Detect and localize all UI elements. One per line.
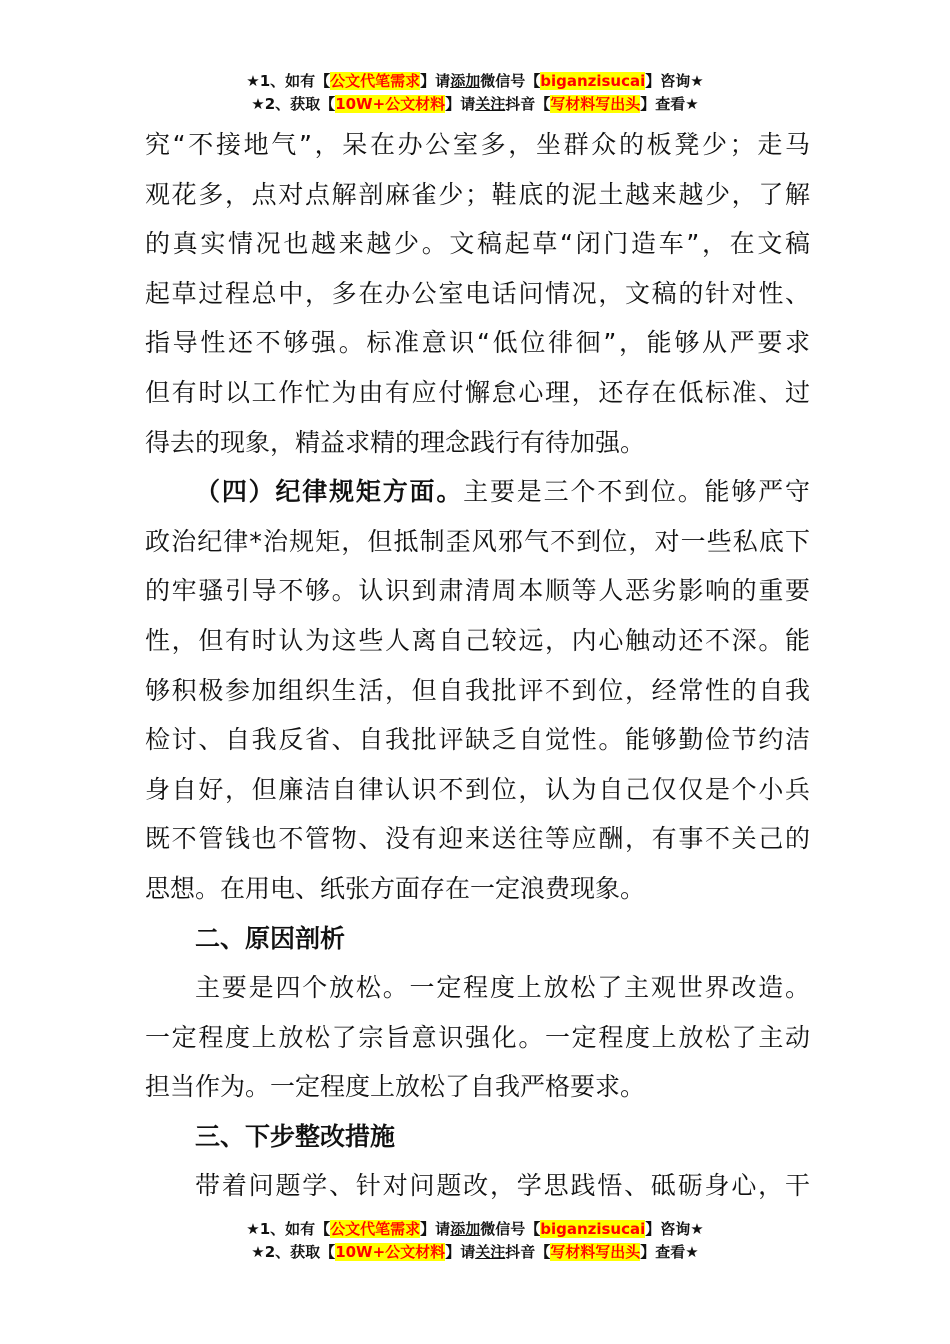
text-line: 检讨、自我反省、自我批评缺乏自觉性。能够勤俭节约洁 bbox=[145, 725, 810, 755]
text-line: 指导性还不够强。标准意识“低位徘徊”，能够从严要求 bbox=[145, 328, 810, 358]
banner-line-2 bbox=[0, 93, 950, 116]
highlight-wechat-id: biganzisucai bbox=[540, 1220, 646, 1238]
text-line: 既不管钱也不管物、没有迎来送往等应酬，有事不关己的 bbox=[145, 824, 810, 854]
text-line: 究“不接地气”，呆在办公室多，坐群众的板凳少；走马 bbox=[145, 130, 810, 159]
text-line: 主要是四个放松。一定程度上放松了主观世界改造。 bbox=[195, 973, 810, 1003]
highlight-wechat-id: biganzisucai bbox=[540, 72, 646, 90]
text-line: 一定程度上放松了宗旨意识强化。一定程度上放松了主动 bbox=[145, 1022, 810, 1052]
text-line: 的牢骚引导不够。认识到肃清周本顺等人恶劣影响的重要 bbox=[145, 576, 810, 606]
text-line: 政治纪律*治规矩，但抵制歪风邪气不到位，对一些私底下 bbox=[145, 526, 810, 556]
text-line: 观花多，点对点解剖麻雀少；鞋底的泥土越来越少，了解 bbox=[145, 179, 810, 209]
banner-text: 】请 bbox=[445, 95, 476, 113]
banner-line-1 bbox=[0, 70, 950, 93]
section-heading: 三、下步整改措施 bbox=[195, 1121, 396, 1151]
text-line: 够积极参加组织生活，但自我批评不到位，经常性的自我 bbox=[145, 675, 810, 705]
text-line: 身自好，但廉洁自律认识不到位，认为自己仅仅是个小兵 bbox=[145, 774, 810, 804]
banner-text: 微信号【 bbox=[480, 72, 541, 90]
banner-text: 】咨询★ bbox=[645, 1220, 704, 1238]
banner-text: ★2、获取【 bbox=[251, 95, 336, 113]
text-span: 主要是三个不到位。能够严守 bbox=[463, 477, 810, 507]
banner-text: 】请 bbox=[445, 1243, 476, 1261]
text-line: 起草过程总中，多在办公室电话问情况，文稿的针对性、 bbox=[145, 278, 810, 308]
banner-text: 抖音【 bbox=[505, 95, 551, 113]
banner-underlined: 添加 bbox=[450, 72, 481, 90]
banner-line-2 bbox=[0, 1241, 950, 1264]
banner-text: 】请 bbox=[420, 1220, 451, 1238]
highlight-douyin: 写材料写出头 bbox=[550, 95, 641, 113]
banner-underlined: 关注 bbox=[475, 1243, 506, 1261]
highlight-service: 公文代笔需求 bbox=[330, 72, 421, 90]
banner-text: 】查看★ bbox=[640, 1243, 699, 1261]
banner-text: ★1、如有【 bbox=[246, 1220, 331, 1238]
paragraph-first-line bbox=[145, 467, 810, 517]
highlight-materials: 10W+公文材料 bbox=[335, 1243, 446, 1261]
banner-text: 】请 bbox=[420, 72, 451, 90]
subsection-heading: （四）纪律规矩方面。 bbox=[195, 477, 464, 507]
text-line: 但有时以工作忙为由有应付懈怠心理，还存在低标准、过 bbox=[145, 377, 810, 407]
footer-banner bbox=[0, 1218, 950, 1264]
banner-text: 】查看★ bbox=[640, 95, 699, 113]
banner-underlined: 关注 bbox=[475, 95, 506, 113]
banner-text: ★1、如有【 bbox=[246, 72, 331, 90]
text-line: 思想。在用电、纸张方面存在一定浪费现象。 bbox=[145, 873, 646, 903]
banner-text: 】咨询★ bbox=[645, 72, 704, 90]
highlight-douyin: 写材料写出头 bbox=[550, 1243, 641, 1261]
text-line: 性，但有时认为这些人离自己较远，内心触动还不深。能 bbox=[145, 625, 810, 655]
banner-text: ★2、获取【 bbox=[251, 1243, 336, 1261]
text-line: 担当作为。一定程度上放松了自我严格要求。 bbox=[145, 1072, 646, 1102]
banner-text: 微信号【 bbox=[480, 1220, 541, 1238]
text-line: 带着问题学、针对问题改，学思践悟、砥砺身心，干 bbox=[195, 1171, 810, 1201]
banner-text: 抖音【 bbox=[505, 1243, 551, 1261]
section-heading: 二、原因剖析 bbox=[195, 923, 346, 953]
highlight-service: 公文代笔需求 bbox=[330, 1220, 421, 1238]
text-line: 得去的现象，精益求精的理念践行有待加强。 bbox=[145, 427, 646, 457]
banner-line-1 bbox=[0, 1218, 950, 1241]
highlight-materials: 10W+公文材料 bbox=[335, 95, 446, 113]
text-line: 的真实情况也越来越少。文稿起草“闭门造车”，在文稿 bbox=[145, 229, 810, 259]
banner-underlined: 添加 bbox=[450, 1220, 481, 1238]
header-banner bbox=[0, 70, 950, 116]
document-body bbox=[145, 120, 810, 1211]
